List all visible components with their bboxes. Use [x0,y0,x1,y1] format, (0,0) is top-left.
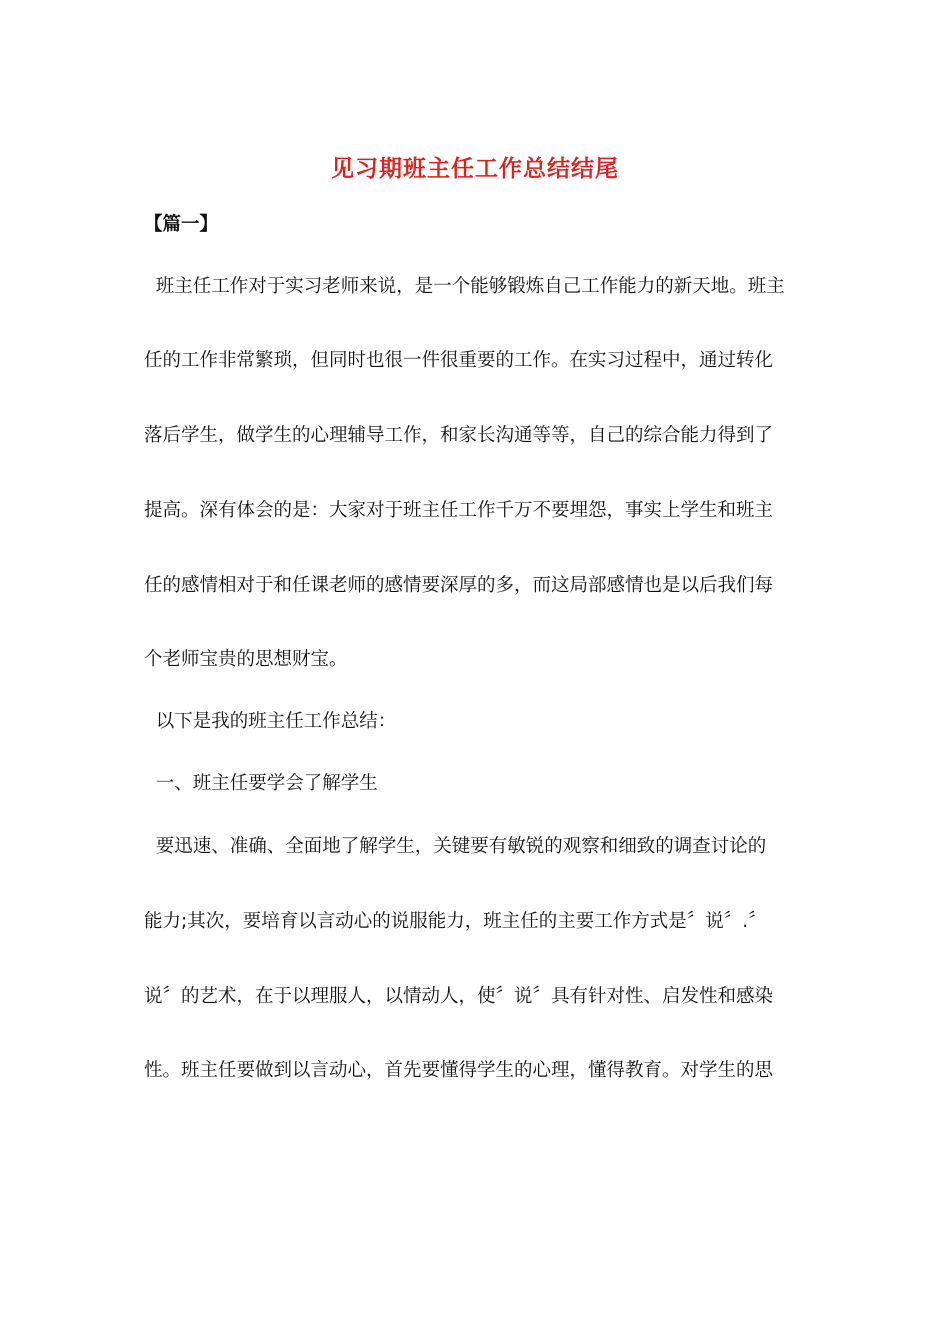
paragraph-line: 性。班主任要做到以言动心，首先要懂得学生的心理，懂得教育。对学生的思 [144,1060,774,1081]
paragraph-line: 要迅速、准确、全面地了解学生，关键要有敏锐的观察和细致的调查讨论的 [144,836,767,857]
paragraph-line: 任的感情相对于和任课老师的感情要深厚的多，而这局部感情也是以后我们每 [144,575,774,596]
section-heading: 一、班主任要学会了解学生 [144,773,378,794]
paragraph-line: 以下是我的班主任工作总结： [144,711,397,732]
paragraph-line: 提高。深有体会的是：大家对于班主任工作千万不要埋怨，事实上学生和班主 [144,500,774,521]
document-title: 见习期班主任工作总结结尾 [331,155,619,182]
paragraph-line: 个老师宝贵的思想财宝。 [144,649,348,670]
paragraph-line: 落后学生，做学生的心理辅导工作，和家长沟通等等，自己的综合能力得到了 [144,425,774,446]
paragraph-line: 说〞的艺术，在于以理服人，以情动人，使〞说〞具有针对性、启发性和感染 [144,986,774,1007]
section-label: 【篇一】 [144,214,219,235]
paragraph-line: 班主任工作对于实习老师来说，是一个能够锻炼自己工作能力的新天地。班主 [144,276,785,297]
paragraph-line: 任的工作非常繁琐，但同时也很一件很重要的工作。在实习过程中，通过转化 [144,350,774,371]
paragraph-line: 能力;其次，要培育以言动心的说服能力，班主任的主要工作方式是〞说〞.〞 [144,911,767,932]
